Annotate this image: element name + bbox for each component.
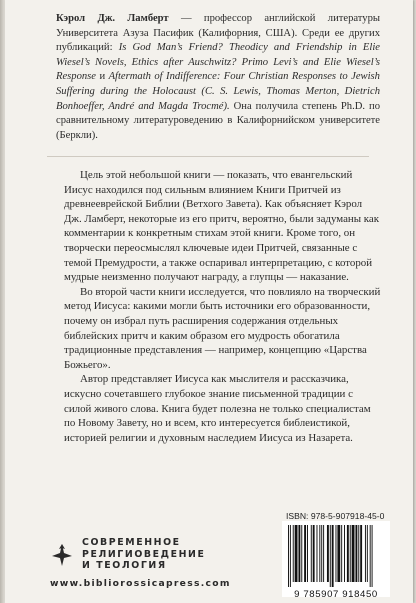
barcode-bar <box>355 525 357 582</box>
description-paragraph-2: Во второй части книги исследуется, что повлияло на творческий метод Иисуса: какими могли быть источники его образованности, почему он избрал путь расширения содержания отдельных библейских притч и каким образом его мудрость обогатила традиционные представления — например, концепцию «Царства Божьего». <box>64 285 381 371</box>
barcode-bar <box>298 525 300 582</box>
author-bio <box>56 12 380 143</box>
description-paragraph-1: Цель этой небольшой книги — показать, что евангельский Иисус находился под сильным влиянием Книги Притчей из древнееврейской Библии (Ветхого Завета). Как объясняет Кэрол Дж. Ламберт, некоторые из его притч, вероятно, были задуманы как комментарии к конкретным стихам этой книги. Кроме того, он творчески переосмыслял ключевые идеи Притчей, связанные с темой Премудрости, а также оспаривал интерпретацию, с которой мудрые неизменно получают награду, а глупцы — наказание. <box>64 169 380 284</box>
barcode-bar <box>367 525 368 582</box>
barcode-bar <box>341 525 342 582</box>
barcode-bar <box>336 525 337 582</box>
barcode <box>282 521 390 600</box>
series-logo <box>50 537 206 572</box>
barcode-bar <box>370 525 371 587</box>
barcode-bar <box>307 525 308 582</box>
barcode-bar <box>319 525 320 582</box>
barcode-bar <box>295 525 298 582</box>
description-paragraph-3: Автор представляет Иисуса как мыслителя и рассказчика, искусно сочетавшего глубокое знание письменной традиции с силой живого слова. Книга будет полезна не только специалистам по Новому Завету, но и всем, кто интересуется библеистикой, историей религии и духовным наследием Иисуса из Назарета. <box>64 373 371 444</box>
series-title <box>82 537 206 572</box>
barcode-bar <box>304 525 306 582</box>
bio-text-3: Она получила степень Ph.D. по сравнительному литературоведению в Калифорнийском университете (Беркли). <box>56 100 380 141</box>
series-line-2: РЕЛИГИОВЕДЕНИЕ <box>82 548 206 560</box>
barcode-bar <box>337 525 340 582</box>
barcode-bar <box>365 525 366 582</box>
divider <box>47 156 369 157</box>
barcode-bar <box>323 525 324 582</box>
series-line-1: СОВРЕМЕННОЕ <box>82 537 181 548</box>
barcode-bar <box>313 525 315 582</box>
barcode-bars <box>286 525 386 587</box>
bio-titles-1: Is God Man’s Friend? Theodicy and Friendship in Elie Wiesel’s Novels, Ethics after Auschwitz? Primo Levi’s and Elie Wiesel’s Response <box>56 42 380 83</box>
bio-text-1: — профессор английской литературы Университета Азуза Пасифик (Калифорния, США). Среди ее других публикаций: <box>56 13 380 54</box>
barcode-bar <box>332 525 334 587</box>
isbn-label: ISBN: 978-5-907918-45-0 <box>286 511 385 521</box>
barcode-bar <box>372 525 373 587</box>
publisher-website[interactable]: www.bibliorossicapress.com <box>50 578 231 589</box>
author-name: Кэрол Дж. Ламберт <box>56 13 169 24</box>
barcode-bar <box>358 525 359 582</box>
barcode-bar <box>352 525 355 582</box>
barcode-bar <box>290 525 291 587</box>
barcode-bar <box>321 525 322 582</box>
bio-text-2: и <box>99 71 106 83</box>
barcode-bar <box>311 525 312 582</box>
barcode-bar <box>293 525 294 582</box>
bio-titles-2: Aftermath of Indifference: Four Christian Responses to Jewish Suffering during the Holocaust (C. S. Lewis, Thomas Merton, Dietrich Bonhoeffer, André and Magda Trocmé). <box>56 71 380 112</box>
bird-icon <box>50 540 74 568</box>
book-description <box>64 168 382 445</box>
series-line-3: И ТЕОЛОГИЯ <box>82 560 167 572</box>
barcode-bar <box>347 525 349 582</box>
barcode-bar <box>344 525 345 582</box>
barcode-bar <box>330 525 331 587</box>
barcode-bar <box>360 525 362 582</box>
barcode-bar <box>301 525 302 582</box>
barcode-bar <box>288 525 289 587</box>
barcode-bar <box>350 525 351 582</box>
barcode-bar <box>327 525 329 582</box>
barcode-bar <box>317 525 318 582</box>
barcode-digits: 9 785907 918450 <box>294 589 378 600</box>
